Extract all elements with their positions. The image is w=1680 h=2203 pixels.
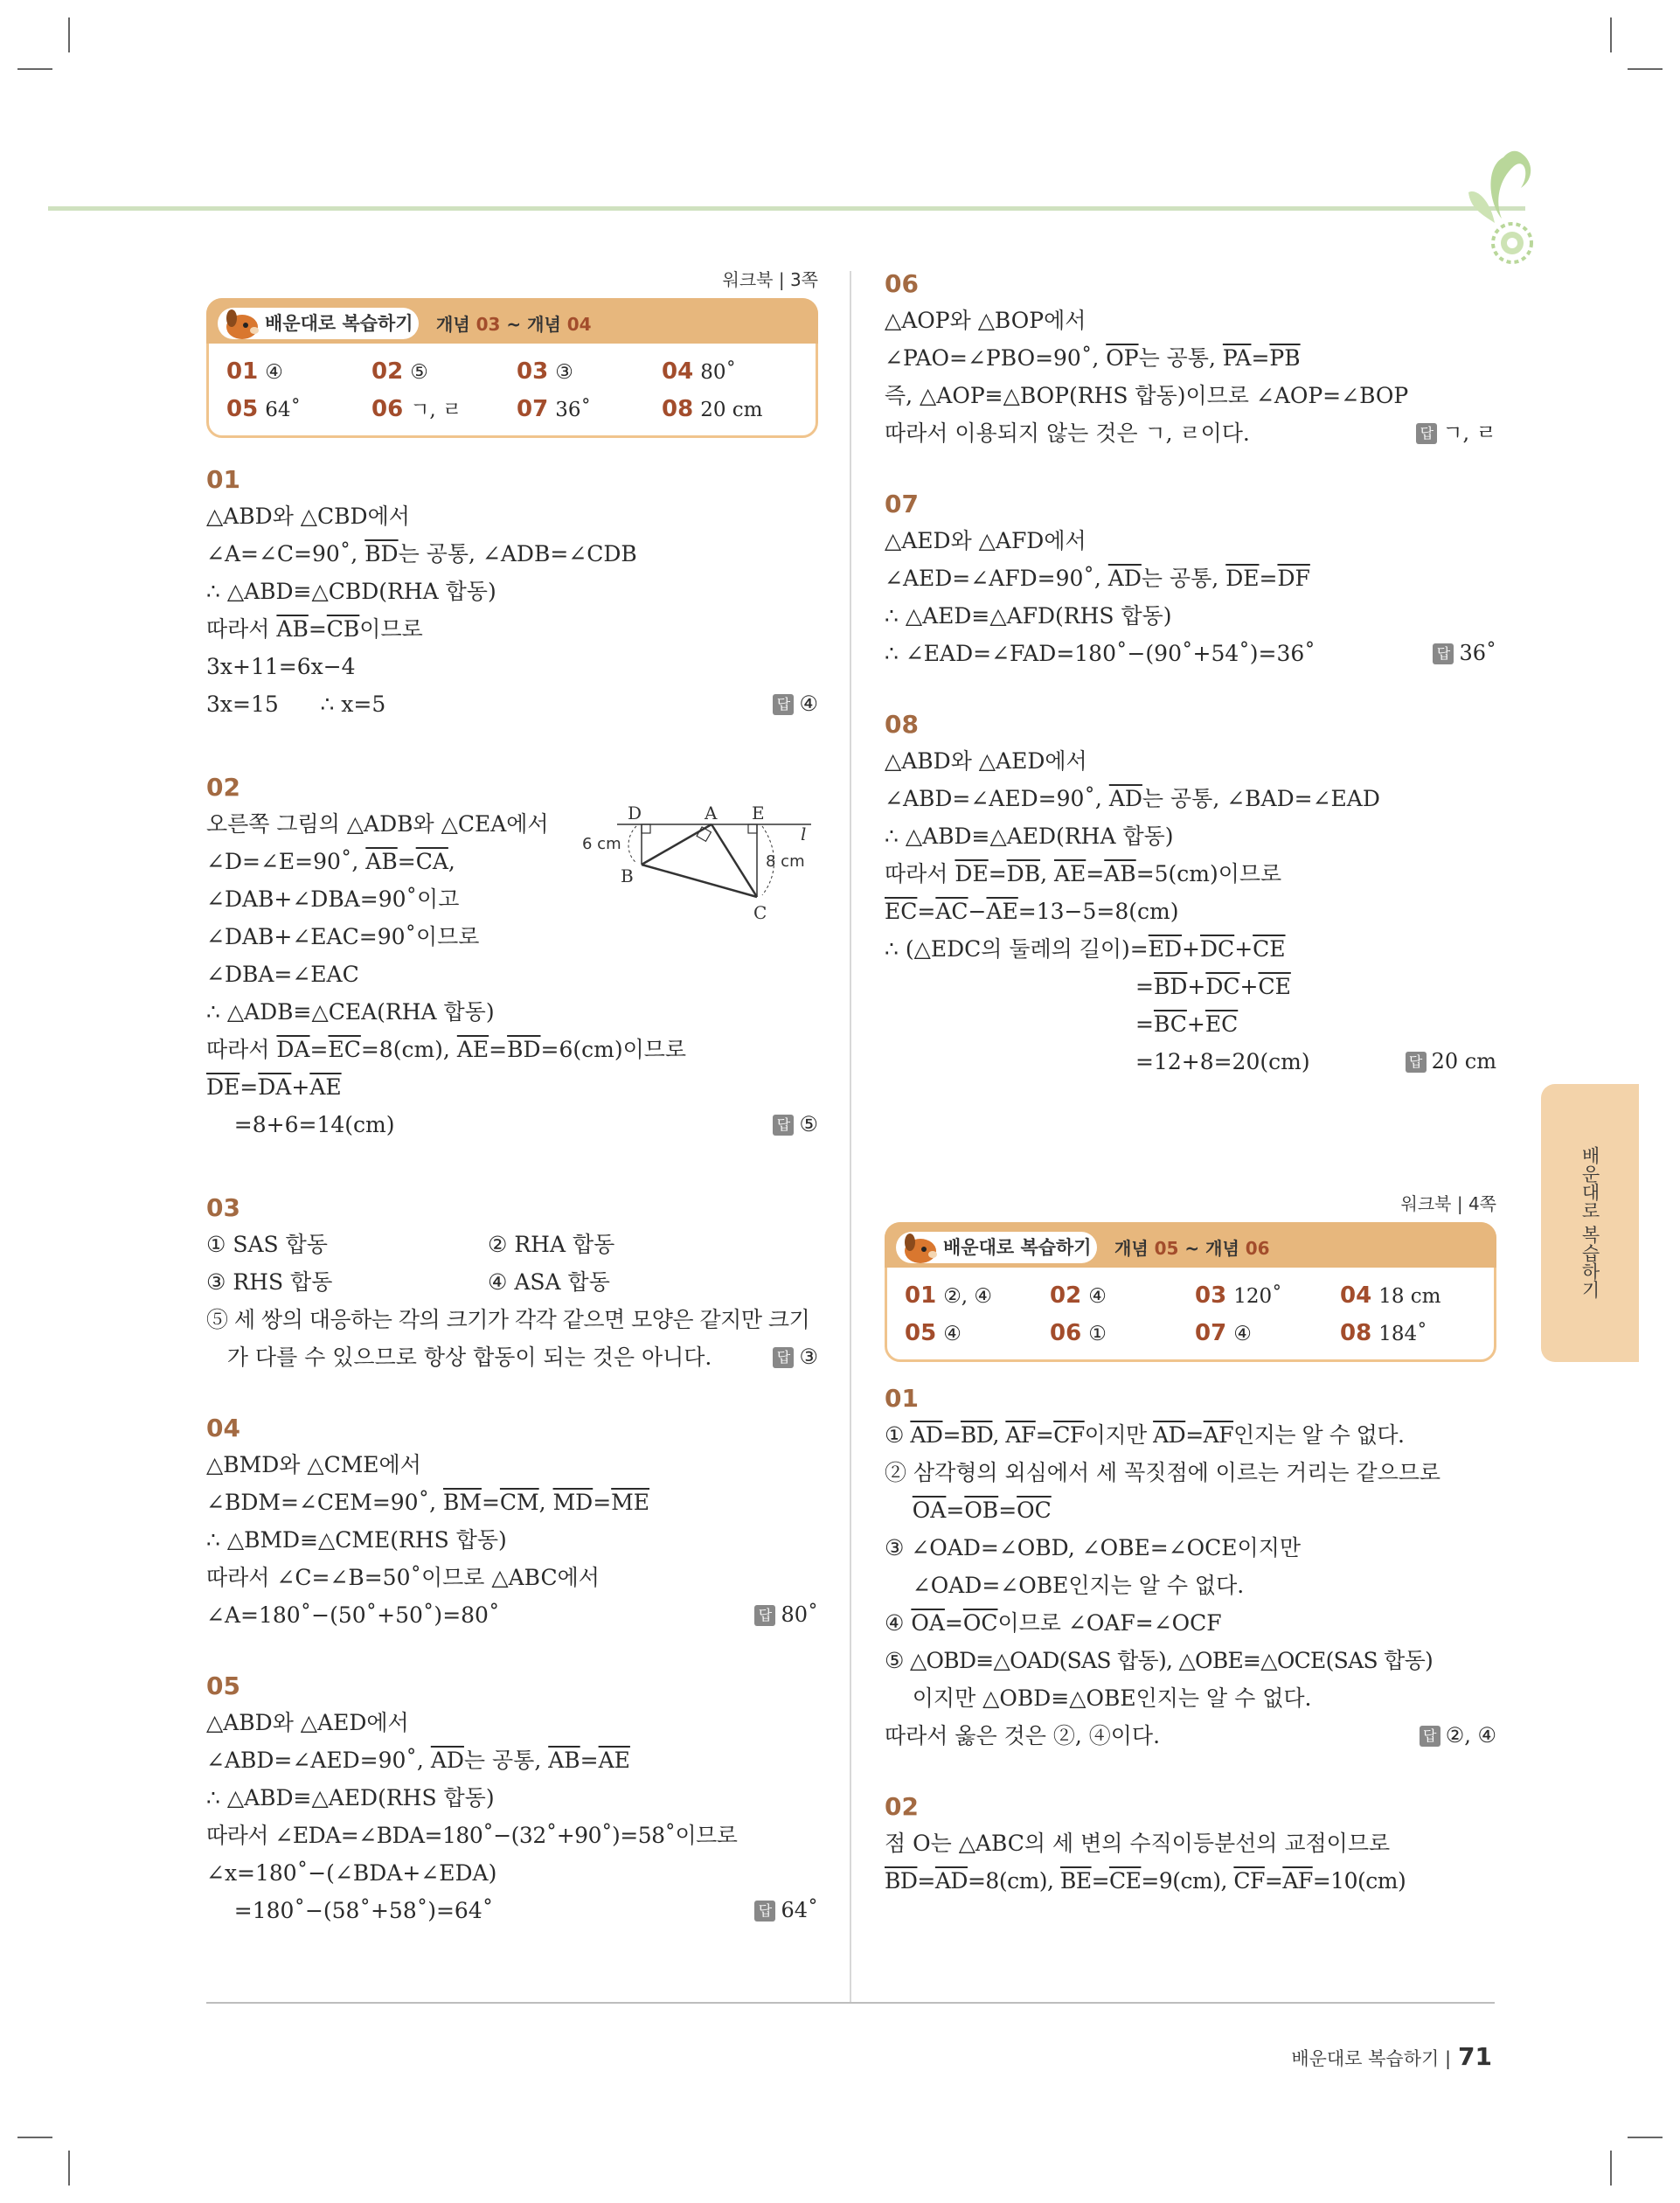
solution-q01 (885, 1381, 1496, 1755)
crop-mark (17, 68, 52, 70)
concept-prefix: 개념 (436, 314, 476, 335)
label-8cm: 8 cm (766, 852, 805, 871)
solution-line: ∴ △ABD≡△AED(RHA 합동) (885, 824, 1174, 849)
label-6cm: 6 cm (582, 835, 621, 853)
solution-line: ⑤ 세 쌍의 대응하는 각의 크기가 각각 같으면 모양은 같지만 크기 (206, 1307, 810, 1332)
solution-line: ∠PAO=∠PBO=90˚, $\overline{OP}$는 공통, $\overline{PA}=\overline{PB}$ (885, 345, 1301, 371)
label-d: D (628, 805, 642, 824)
problem-number: 02 (885, 1792, 919, 1821)
crop-mark (68, 17, 70, 52)
concept-mid: ~ 개념 (1178, 1238, 1246, 1259)
badge-label: 배운대로 복습하기 (265, 313, 413, 334)
answer-item: 06 ① (1050, 1320, 1107, 1346)
solution-line: △ABD와 △AED에서 (885, 748, 1087, 774)
problem-number: 06 (885, 269, 919, 298)
final-answer: 답 ㄱ, ㄹ (1416, 414, 1496, 452)
final-answer: 답 80˚ (754, 1596, 818, 1634)
solution-line: ∴ △ABD≡△CBD(RHA 합동) (206, 579, 496, 604)
solution-08 (885, 707, 1496, 1081)
crop-mark (1610, 17, 1612, 52)
page-number: 71 (1458, 2042, 1492, 2071)
final-answer: 답 36˚ (1433, 635, 1496, 672)
solution-line: ∠A=∠C=90˚, $\overline{BD}$는 공통, ∠ADB=∠CDB (206, 541, 637, 566)
crop-mark (68, 2151, 70, 2186)
solution-line: ④ $\overline{OA}=\overline{OC}$이므로 ∠OAF=∠OCF (885, 1610, 1222, 1636)
concept-mid: ~ 개념 (500, 314, 567, 335)
final-answer: 답 64˚ (754, 1892, 818, 1929)
problem-number: 01 (206, 465, 240, 494)
solution-line: ① $\overline{AD}=\overline{BD}$, $\overline{AF}=\overline{CF}$이지만 $\overline{AD}=\overline{AF}$인지는 알 수 없다. (885, 1422, 1405, 1448)
solution-line: ∠AED=∠AFD=90˚, $\overline{AD}$는 공통, $\overline{DE}=\overline{DF}$ (885, 566, 1310, 591)
solution-01 (206, 462, 818, 723)
concept-from: 05 (1154, 1238, 1179, 1259)
solution-line: ∴ (△EDC의 둘레의 길이)$=\overline{ED}+\overline{DC}+\overline{CE}$ (885, 936, 1286, 962)
solution-line: ∠DAB+∠DBA=90˚이고 (206, 886, 460, 912)
footer-rule (206, 2002, 1495, 2004)
solution-06 (885, 267, 1496, 452)
page-footer (1291, 2042, 1492, 2071)
solution-line: $\overline{OA}=\overline{OB}=\overline{OC}$ (912, 1498, 1052, 1523)
answer-item: 04 80˚ (662, 358, 736, 385)
solution-line: ③ RHS 합동 ④ ASA 합동 (206, 1269, 610, 1295)
solution-line: 따라서 이용되지 않는 것은 ㄱ, ㄹ이다. 답 ㄱ, ㄹ (885, 414, 1496, 452)
solution-line: 3x+11=6x−4 (206, 654, 356, 679)
solution-line: ③ ∠OAD=∠OBD, ∠OBE=∠OCE이지만 (885, 1535, 1301, 1560)
answer-item: 08 20 cm (662, 396, 763, 422)
solution-line: =180˚−(58˚+58˚)=64˚ 답 64˚ (206, 1892, 818, 1929)
solution-line: 따라서 ∠C=∠B=50˚이므로 △ABC에서 (206, 1565, 600, 1590)
answer-summary-box (885, 1222, 1496, 1362)
solution-03 (206, 1191, 818, 1376)
solution-line: 따라서 $\overline{DA}=\overline{EC}=8(cm)$, $\overline{AE}=\overline{BD}=6(cm)$이므로 (206, 1037, 687, 1062)
solution-line: ∠DBA=∠EAC (206, 962, 359, 987)
review-badge (218, 308, 419, 339)
answer-item: 05 64˚ (226, 396, 301, 422)
solution-line: ∠D=∠E=90˚, $\overline{AB}=\overline{CA}$, (206, 849, 455, 874)
answer-grid (226, 355, 807, 427)
solution-line: 따라서 ∠EDA=∠BDA=180˚−(32˚+90˚)=58˚이므로 (206, 1823, 738, 1848)
solution-line: 가 다를 수 있으므로 항상 합동이 되는 것은 아니다. 답 ③ (206, 1338, 818, 1376)
final-answer: 답 ②, ④ (1420, 1717, 1496, 1755)
label-c: C (753, 902, 767, 923)
solution-line: △ABD와 △AED에서 (206, 1710, 409, 1735)
label-l: l (801, 824, 807, 844)
solution-07 (885, 487, 1496, 672)
answer-grid (905, 1279, 1485, 1351)
solution-line: ∠A=180˚−(50˚+50˚)=80˚ 답 80˚ (206, 1596, 818, 1634)
badge-label: 배운대로 복습하기 (943, 1237, 1092, 1258)
concept-to: 04 (566, 314, 592, 335)
solution-line: ② 삼각형의 외심에서 세 꼭짓점에 이르는 거리는 같으므로 (885, 1460, 1441, 1485)
problem-number: 01 (885, 1384, 919, 1413)
crop-mark (1628, 2137, 1663, 2138)
concept-range (1114, 1234, 1270, 1263)
answer-item: 07 36˚ (517, 396, 591, 422)
header-rule (48, 206, 1525, 211)
answer-summary-box (206, 298, 818, 438)
solution-line: =12+8=20(cm) 답 20 cm (885, 1043, 1496, 1081)
solution-line: △AED와 △AFD에서 (885, 528, 1086, 553)
review-badge (896, 1232, 1097, 1263)
crop-mark (1610, 2151, 1612, 2186)
workbook-reference: 워크북 | 4쪽 (1400, 1193, 1496, 1214)
solution-line: ∠ABD=∠AED=90˚, $\overline{AD}$는 공통, ∠BAD=∠EAD (885, 786, 1380, 811)
solution-line: 3x=15 ∴ x=5 답 ④ (206, 685, 818, 723)
solution-line: $=\overline{BD}+\overline{DC}+\overline{CE}$ (1135, 974, 1291, 999)
right-column (885, 267, 1496, 1900)
concept-from: 03 (476, 314, 501, 335)
concept-to: 06 (1245, 1238, 1270, 1259)
crop-mark (1628, 68, 1663, 70)
footer-label: 배운대로 복습하기 | (1291, 2048, 1452, 2069)
final-answer: 답 ④ (773, 685, 818, 723)
solution-line: ⑤ △OBD≡△OAD(SAS 합동), △OBE≡△OCE(SAS 합동) (885, 1648, 1434, 1673)
solution-line: ∴ △ADB≡△CEA(RHA 합동) (206, 999, 495, 1025)
solution-line: ∠OAD=∠OBE인지는 알 수 없다. (885, 1573, 1245, 1598)
answer-item: 08 184˚ (1340, 1320, 1427, 1346)
solution-line: △BMD와 △CME에서 (206, 1452, 421, 1477)
solution-line: 따라서 $\overline{DE}=\overline{DB}$, $\overline{AE}=\overline{AB}=5(cm)$이므로 (885, 861, 1282, 886)
answer-item: 02 ⑤ (371, 358, 428, 385)
solution-line: ∠x=180˚−(∠BDA+∠EDA) (206, 1860, 497, 1886)
answer-item: 03 ③ (517, 358, 573, 385)
solution-line: ∴ △AED≡△AFD(RHS 합동) (885, 603, 1172, 629)
solution-line: $\overline{DE}=\overline{DA}+\overline{AE}$ (206, 1074, 342, 1100)
label-e: E (752, 805, 765, 824)
solution-line: ∠BDM=∠CEM=90˚, $\overline{BM}=\overline{CM}$, $\overline{MD}=\overline{ME}$ (206, 1490, 650, 1515)
final-answer: 답 20 cm (1406, 1043, 1496, 1081)
answer-item: 06 ㄱ, ㄹ (371, 396, 462, 422)
answer-item: 01 ②, ④ (905, 1282, 993, 1309)
solution-line: ∠DAB+∠EAC=90˚이므로 (206, 924, 480, 949)
answer-item: 07 ④ (1195, 1320, 1252, 1346)
solution-line: 이지만 △OBD≡△OBE인지는 알 수 없다. (885, 1685, 1312, 1711)
dog-mascot-icon (899, 1227, 941, 1268)
problem-number: 02 (206, 773, 240, 802)
solution-02 (206, 770, 818, 1143)
answer-item: 04 18 cm (1340, 1282, 1441, 1309)
concept-range (436, 309, 592, 339)
left-column (206, 267, 818, 1929)
side-tab-label: 배운대로 복습하기 (1579, 1145, 1600, 1299)
solution-line: △AOP와 △BOP에서 (885, 308, 1086, 333)
crop-mark (17, 2137, 52, 2138)
problem-number: 04 (206, 1414, 240, 1442)
answer-item: 05 ④ (905, 1320, 961, 1346)
problem-number: 03 (206, 1193, 240, 1222)
solution-line: $\overline{BD}=\overline{AD}=8(cm)$, $\overline{BE}=\overline{CE}=9(cm)$, $\overline{CF}=\overline{AF}=10(cm)$ (885, 1868, 1406, 1894)
solution-04 (206, 1411, 818, 1634)
problem-number: 08 (885, 710, 919, 739)
answer-item: 01 ④ (226, 358, 283, 385)
label-a: A (705, 805, 718, 824)
solution-line: =8+6=14(cm) 답 ⑤ (206, 1106, 818, 1143)
solution-line: ∴ △ABD≡△AED(RHS 합동) (206, 1785, 495, 1810)
answer-item: 03 120˚ (1195, 1282, 1282, 1309)
solution-q02 (885, 1790, 1496, 1900)
solution-line: 따라서 옳은 것은 ②, ④이다. 답 ②, ④ (885, 1717, 1496, 1755)
solution-line: 따라서 $\overline{AB}=\overline{CB}$이므로 (206, 616, 423, 642)
problem-number: 05 (206, 1671, 240, 1700)
leaf-ornament-icon (1451, 140, 1556, 271)
solution-line: 오른쪽 그림의 △ADB와 △CEA에서 (206, 811, 549, 837)
solution-line: ① SAS 합동 ② RHA 합동 (206, 1232, 615, 1257)
solution-05 (206, 1669, 818, 1929)
solution-line: 점 O는 △ABC의 세 변의 수직이등분선의 교점이므로 (885, 1831, 1391, 1856)
solution-line: ∴ ∠EAD=∠FAD=180˚−(90˚+54˚)=36˚ 답 36˚ (885, 635, 1496, 672)
answer-item: 02 ④ (1050, 1282, 1107, 1309)
final-answer: 답 ⑤ (773, 1106, 818, 1143)
solution-line: $=\overline{BC}+\overline{EC}$ (1135, 1011, 1239, 1037)
concept-prefix: 개념 (1114, 1238, 1155, 1259)
solution-line: 즉, △AOP≡△BOP(RHS 합동)이므로 ∠AOP=∠BOP (885, 383, 1409, 408)
label-b: B (621, 865, 634, 886)
workbook-reference: 워크북 | 3쪽 (722, 269, 818, 290)
column-divider (850, 271, 851, 2002)
dog-mascot-icon (221, 302, 263, 344)
solution-line: $\overline{EC}=\overline{AC}-\overline{AE}=13-5=8(cm)$ (885, 899, 1179, 924)
final-answer: 답 ③ (773, 1338, 818, 1376)
solution-line: ∠ABD=∠AED=90˚, $\overline{AD}$는 공통, $\overline{AB}=\overline{AE}$ (206, 1748, 630, 1773)
solution-line: △ABD와 △CBD에서 (206, 504, 410, 529)
problem-number: 07 (885, 490, 919, 518)
solution-line: ∴ △BMD≡△CME(RHS 합동) (206, 1527, 507, 1553)
